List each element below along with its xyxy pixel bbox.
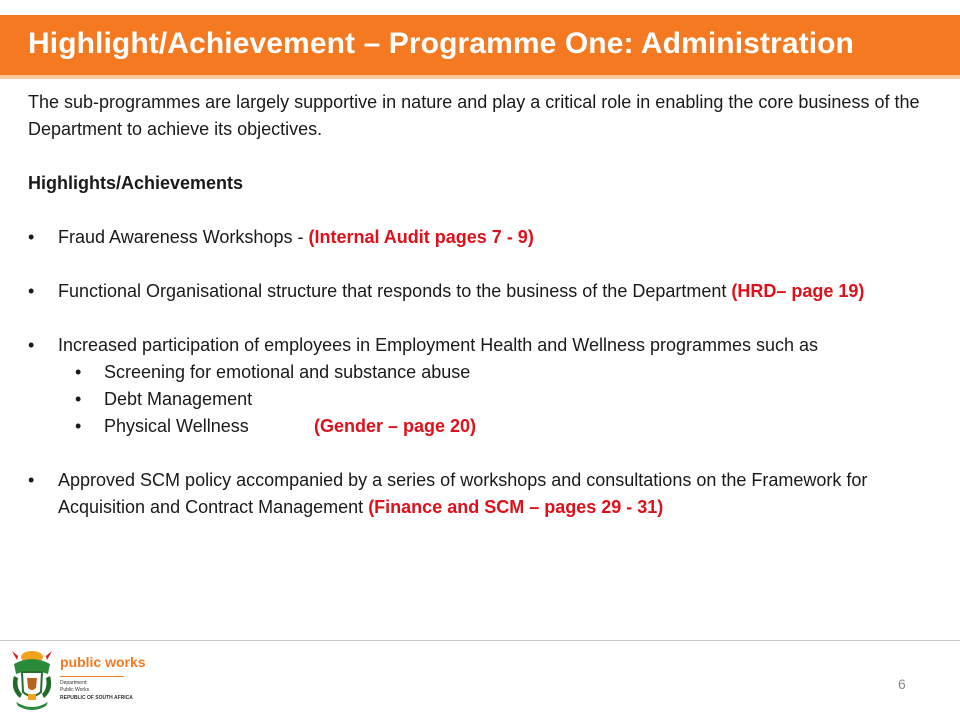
bullet-reference: (Gender – page 20)	[314, 416, 477, 436]
department-logo	[8, 648, 146, 714]
bullet-icon: •	[28, 335, 35, 355]
bullet-text: Fraud Awareness Workshops -	[58, 227, 309, 247]
bullet-icon: •	[28, 227, 35, 247]
list-item	[28, 224, 933, 251]
logo-text-public-works: Public Works	[60, 687, 90, 693]
list-item	[28, 278, 933, 305]
bullet-reference: (Internal Audit pages 7 - 9)	[308, 227, 534, 247]
bullet-icon: •	[28, 281, 35, 301]
slide-title: Highlight/Achievement – Programme One: Administration	[28, 27, 854, 60]
title-bar	[0, 15, 960, 75]
slide-body	[28, 89, 933, 521]
bullet-icon: •	[75, 416, 82, 436]
bullet-text: Approved SCM policy accompanied by a series of workshops and consultations on the Framework for Acquisition and Contract Management	[58, 470, 868, 517]
intro-paragraph: The sub-programmes are largely supportive in nature and play a critical role in enabling the core business of the Department to achieve its objectives.	[28, 92, 920, 139]
list-item	[28, 332, 933, 359]
logo-wordmark: public works	[60, 654, 146, 670]
bullet-text: Functional Organisational structure that responds to the business of the Department	[58, 281, 732, 301]
sub-bullet-text: Debt Management	[104, 389, 253, 409]
bullet-reference: (HRD– page 19)	[731, 281, 865, 301]
sub-bullet-text: Screening for emotional and substance abuse	[104, 362, 471, 382]
bullet-text: Increased participation of employees in Employment Health and Wellness programmes such as	[58, 335, 819, 355]
section-heading: Highlights/Achievements	[28, 173, 244, 193]
bullet-icon: •	[75, 389, 82, 409]
sub-list-item	[28, 413, 933, 440]
logo-divider	[60, 676, 124, 677]
bullet-reference: (Finance and SCM – pages 29 - 31)	[368, 497, 664, 517]
logo-text-republic: REPUBLIC OF SOUTH AFRICA	[60, 695, 133, 701]
sub-list-item	[28, 359, 933, 386]
list-item	[28, 467, 933, 521]
logo-text-department: Department:	[60, 680, 88, 686]
footer-divider	[0, 640, 960, 641]
bullet-icon: •	[75, 362, 82, 382]
sub-bullet-text: Physical Wellness	[104, 416, 249, 436]
coat-of-arms-icon	[8, 648, 56, 714]
bullet-icon: •	[28, 470, 35, 490]
page-number: 6	[898, 676, 906, 692]
sub-list-item	[28, 386, 933, 413]
